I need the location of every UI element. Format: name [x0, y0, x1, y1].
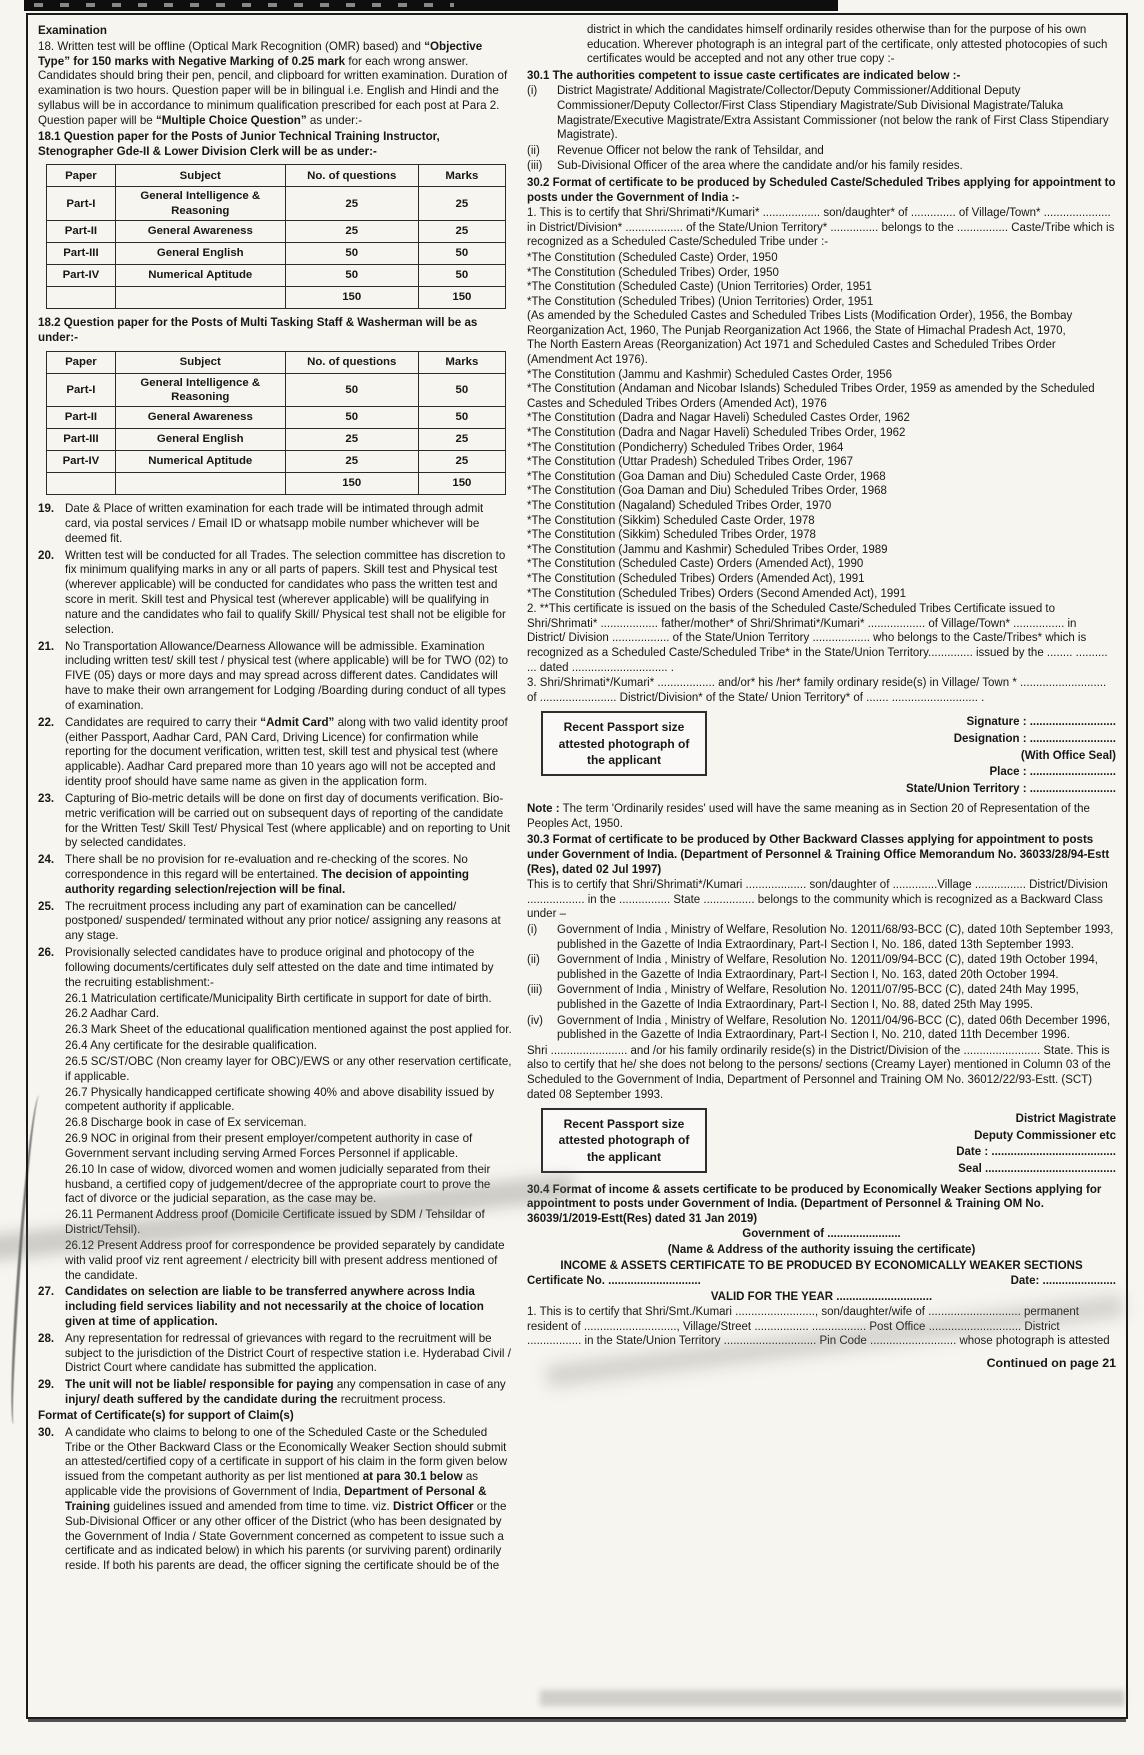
list-item-19: [38, 502, 512, 546]
col-header-subject: Subject: [115, 351, 285, 373]
sublist-item: 26.12 Present Address proof for correspondence be provided separately by candidate with valid proof viz rent agreement / electricity bill with present address mentioned of the candidate.: [65, 1238, 505, 1282]
certificate-number-label: Certificate No. .............................: [527, 1275, 701, 1288]
item-number: 21.: [38, 639, 55, 653]
cell: [47, 286, 116, 308]
obc-certificate-para-2: Shri ........................ and /or his family ordinarily reside(s) in the District/Division of the ........................ State. This is also to certify that he/ she does not belong to the persons/ sections (Creamy Layer) mentioned in Column 03 of the Scheduled to the Government of India, Department of Personnel and Training OM No. 36012/22/93-Estt. (SCT) dated 08 September 1993.: [527, 1044, 1111, 1101]
item-text: [65, 640, 512, 714]
col-header-questions: No. of questions: [285, 351, 418, 373]
item-text: [65, 946, 512, 990]
ews-certificate-para-1: 1. This is to certify that Shri/Smt./Kumari ........................., son/daughter/wife of ............................. permanent resident of ............................., Village/Street ................. ................. Post Office ............................. District ................. in the State/Union Territory ............................. Pin Code ........................... whose photograph is attested: [527, 1306, 1110, 1348]
text-run: any compensation in case of any: [333, 1378, 506, 1392]
table-row: [47, 187, 506, 221]
item-number: 30.: [38, 1425, 55, 1439]
question-paper-table-18-1: [46, 164, 506, 309]
cell: 50: [418, 407, 505, 429]
cell: Numerical Aptitude: [115, 264, 285, 286]
constitution-order-line: (As amended by the Scheduled Castes and Scheduled Tribes Lists (Modification Order), 1956, the Bombay Reorganization Act, 1960, The Punjab Reorganization Act 1966, the State of Himachal Pradesh Act, 1970,: [527, 310, 1073, 337]
signature-line: (With Office Seal): [1020, 749, 1116, 762]
item-number: (ii): [527, 144, 540, 157]
sublist-item: 26.4 Any certificate for the desirable qualification.: [65, 1039, 317, 1053]
cell: General Intelligence & Reasoning: [115, 187, 285, 221]
constitution-order-line: *The Constitution (Scheduled Tribes) Orders (Second Amended Act), 1991: [527, 587, 907, 600]
cell: General Awareness: [115, 220, 285, 242]
text-run: injury/ death suffered by the candidate during the: [65, 1393, 338, 1407]
right-column: [527, 23, 1116, 1711]
table-row: [47, 264, 506, 286]
text-run: Provisionally selected candidates have to produce original and photocopy of the following documents/certificates duly self attested on the date and time intimated by the recruiting establishment:-: [65, 946, 494, 989]
date-label: Date: .......................: [1010, 1275, 1116, 1288]
cell: 50: [285, 373, 418, 407]
sublist-26: [65, 992, 512, 1284]
text-run: Candidates on selection are liable to be transferred anywhere across India including field services liability and not necessarily at the choice of location given at time of application.: [65, 1285, 484, 1328]
constitution-order-line: *The Constitution (Dadra and Nagar Haveli) Scheduled Tribes Order, 1962: [527, 427, 906, 440]
cell: 50: [285, 407, 418, 429]
photo-signature-row: [527, 711, 1116, 798]
item-number: 28.: [38, 1331, 55, 1345]
left-column: [38, 23, 512, 1711]
table-header-row: [47, 165, 506, 187]
page-frame: [26, 13, 1128, 1719]
heading-18-1: 18.1 Question paper for the Posts of Junior Technical Training Instructor, Stenographer Gde-II & Lower Division Clerk will be as under:-: [38, 129, 440, 158]
issuer-line: Seal .........................................: [958, 1162, 1116, 1175]
table-row: [47, 429, 506, 451]
valid-for-year-line: VALID FOR THE YEAR ..............................: [710, 1290, 933, 1303]
table-row: [47, 242, 506, 264]
constitution-order-line: *The Constitution (Scheduled Tribes) (Union Territories) Order, 1951: [527, 295, 874, 308]
obc-item-iv: [527, 1014, 1116, 1043]
signature-block: [906, 711, 1116, 798]
cell: 50: [285, 242, 418, 264]
item-text: [65, 900, 512, 944]
cell: Part-II: [47, 407, 116, 429]
issuer-line: Deputy Commissioner etc: [974, 1129, 1116, 1142]
item-number: (i): [527, 924, 538, 937]
constitution-order-line: The North Eastern Areas (Reorganization) Act 1971 and Scheduled Castes and Scheduled Tribes Order (Amendment Act 1976).: [527, 339, 1056, 367]
item-text: [65, 549, 512, 638]
heading-30-3: 30.3 Format of certificate to be produced by Other Backward Classes applying for appointment to posts under Government of India. (Department of Personnel & Training Office Memorandum No. 36033/28/94-Estt (Res), dated 02 Jul 1997): [527, 834, 1110, 876]
cell: 150: [285, 286, 418, 308]
text-run: as under:-: [306, 113, 363, 127]
constitution-order-line: *The Constitution (Jammu and Kashmir) Scheduled Castes Order, 1956: [527, 368, 892, 381]
passport-photo-box: Recent Passport size attested photograph of the applicant: [541, 711, 707, 776]
table-total-row: [47, 473, 506, 495]
cell: Part-IV: [47, 264, 116, 286]
cell: 50: [418, 242, 505, 264]
item-text: [65, 1426, 512, 1574]
text-run: or the Sub-Divisional Officer or any other officer of the District (who has been designated by the Government of India / State Government concerned as competent to issue such a certificate and as indicated below) in which his parents (or surviving parent) ordinarily reside. If both his parents are dead, the officer signing the certificate should be of the: [65, 1499, 507, 1573]
text-run: Written test will be conducted for all Trades. The selection committee has discretion to fix minimum qualifying marks in any or all parts of papers. Skill test and Physical test (wherever applicable) will be conducted for candidates who pass the written test and score in merit. Skill test and Physical test (wherever applicable) will be qualifying in nature and the candidates who fail to qualify Skill/ Physical test shall not be eligible for selection.: [65, 548, 506, 636]
heading-30-1: 30.1 The authorities competent to issue caste certificates are indicated below :-: [527, 69, 961, 82]
cell: 150: [418, 286, 505, 308]
list-item-30: [38, 1426, 512, 1574]
constitution-order-line: *The Constitution (Scheduled Caste) Orders (Amended Act), 1990: [527, 558, 864, 571]
cell: 50: [418, 373, 505, 407]
heading-30-2: 30.2 Format of certificate to be produced by Scheduled Caste/Scheduled Tribes applying for appointment to posts under the Government of India :-: [527, 176, 1116, 204]
obc-item-i: [527, 923, 1116, 952]
certificate-number-row: [527, 1274, 1116, 1289]
item-text: Revenue Officer not below the rank of Tehsildar, and: [557, 144, 824, 157]
cell: 150: [418, 473, 505, 495]
item-text: [65, 1285, 512, 1329]
table-row: [47, 451, 506, 473]
item-text: [65, 853, 512, 897]
col-header-marks: Marks: [418, 165, 505, 187]
text-run: along with two valid identity proof (either Passport, Aadhar Card, PAN Card, Driving Licence) for confirmation while reporting for the document verification, written test, skill test and physical test (where applicable). Aadhar Card prepared more than 10 years ago will not be accepted and identity proof should have same name as given in the application form.: [65, 715, 508, 789]
passport-photo-box: Recent Passport size attested photograph of the applicant: [541, 1108, 707, 1173]
sublist-item: 26.2 Aadhar Card.: [65, 1007, 160, 1021]
cell: Part-I: [47, 373, 116, 407]
item-number: (ii): [527, 954, 540, 967]
sublist-item: 26.8 Discharge book in case of Ex serviceman.: [65, 1116, 307, 1130]
table-row: [47, 373, 506, 407]
item-text: Government of India , Ministry of Welfare, Resolution No. 12011/07/95-BCC (C), dated 24th May 1995, published in the Gazette of India Extraordinary, Part-I Section I, No. 88, dated 25th May 1995.: [557, 984, 1079, 1011]
section-heading-examination: Examination: [38, 24, 107, 37]
cell: 25: [418, 451, 505, 473]
list-item-24: [38, 853, 512, 897]
constitution-order-line: *The Constitution (Uttar Pradesh) Scheduled Tribes Order, 1967: [527, 456, 854, 469]
paragraph-18: [38, 40, 512, 129]
list-item-26: [38, 946, 512, 990]
cell: 50: [285, 264, 418, 286]
cell: [47, 473, 116, 495]
item-number: 23.: [38, 791, 55, 805]
cell: 25: [285, 220, 418, 242]
continuation-paragraph: district in which the candidates himself ordinarily resides otherwise than for the purpose of his own education. Wherever photograph is an integral part of the certificate, only attested photocopies of such certificates would be accepted and not any other true copy :-: [587, 24, 1108, 66]
text-run: guidelines issued and amended from time to time. viz.: [110, 1499, 393, 1513]
sublist-item: 26.7 Physically handicapped certificate showing 40% and above disability issued by competent authority if applicable.: [65, 1085, 495, 1114]
list-item-25: [38, 900, 512, 944]
list-item-28: [38, 1332, 512, 1376]
constitution-order-line: *The Constitution (Goa Daman and Diu) Scheduled Caste Order, 1968: [527, 470, 886, 483]
list-item-22: [38, 716, 512, 790]
cell: Part-III: [47, 429, 116, 451]
constitution-order-line: *The Constitution (Pondicherry) Scheduled Tribes Order, 1964: [527, 441, 844, 454]
note-paragraph: [527, 802, 1116, 831]
sublist-item: 26.11 Permanent Address proof (Domicile Certificate issued by SDM / Tehsildar of District/Tehsil).: [65, 1208, 485, 1237]
constitution-order-line: *The Constitution (Sikkim) Scheduled Caste Order, 1978: [527, 514, 815, 527]
item-text: [65, 792, 512, 851]
cell: [115, 286, 285, 308]
table-row: [47, 220, 506, 242]
constitution-order-line: *The Constitution (Scheduled Tribes) Orders (Amended Act), 1991: [527, 572, 865, 585]
ews-certificate-title: INCOME & ASSETS CERTIFICATE TO BE PRODUCED BY ECONOMICALLY WEAKER SECTIONS: [560, 1259, 1083, 1272]
col-header-subject: Subject: [115, 165, 285, 187]
heading-18-2: 18.2 Question paper for the Posts of Multi Tasking Staff & Washerman will be as under:-: [38, 315, 478, 344]
text-run: No Transportation Allowance/Dearness Allowance will be admissible. Examination including written test/ skill test / physical test (where applicable) will be for TWO (02) to FIVE (05) days or more days and may spread across different dates. Candidates will have to make their own arrangement for Lodging /Boarding during conduct of all types of examination.: [65, 639, 509, 712]
table-row: [47, 407, 506, 429]
item-text: Government of India , Ministry of Welfare, Resolution No. 12011/04/96-BCC (C), dated 06th December 1996, published in the Gazette of India Extraordinary, Part-I Section I, No. 210, dated 11th December 1996.: [557, 1014, 1111, 1042]
item-text: Government of India , Ministry of Welfare, Resolution No. 12011/09/94-BCC (C), dated 19th October 1994, published in the Gazette of India Extraordinary, Part-I Section I, No. 163, dated 20th October 1994.: [557, 954, 1098, 981]
cell: 25: [418, 187, 505, 221]
government-of-line: Government of .......................: [742, 1228, 901, 1241]
constitution-orders-list: [527, 251, 1116, 601]
sc-certificate-para-2: 2. **This certificate is issued on the basis of the Scheduled Caste/Scheduled Tribes Certificate issued to Shri/Shrimati* .................. father/mother* of Shri/Shrimati*/Kumari* .................. of Village/Town* ................ in District/ Division .................. of the State/Union Territory .................. who belongs to the Caste/Tribes* which is recognized as a Scheduled Caste/Scheduled Tribe* in the State/Union Territory.............. issued by the ........ .......... ... dated .............................. .: [527, 603, 1108, 674]
text-run: Any representation for redressal of grievances with regard to the recruitment will be subject to the jurisdiction of the District Court of respective station i.e. Hyderabad Civil / District Court where candidate has submitted the application.: [65, 1331, 511, 1375]
cell: [115, 473, 285, 495]
cell: Part-II: [47, 220, 116, 242]
col-header-paper: Paper: [47, 165, 116, 187]
cell: 25: [285, 451, 418, 473]
item-number: (i): [527, 85, 538, 98]
text-run: “Admit Card”: [260, 715, 335, 729]
text-run: recruitment process.: [337, 1393, 446, 1407]
text-run: 18. Written test will be offline (Optical Mark Recognition (OMR) based) and: [38, 39, 425, 53]
item-text: Government of India , Ministry of Welfare, Resolution No. 12011/68/93-BCC (C), dated 10th September 1993, published in the Gazette of India Extraordinary, Part-I Section I, No. 186, dated 13th September 1993.: [557, 924, 1114, 951]
constitution-order-line: *The Constitution (Sikkim) Scheduled Tribes Order, 1978: [527, 529, 816, 542]
constitution-order-line: *The Constitution (Nagaland) Scheduled Tribes Order, 1970: [527, 500, 832, 512]
list-item-29: [38, 1378, 512, 1408]
cell: Part-III: [47, 242, 116, 264]
item-number: 20.: [38, 548, 55, 562]
cell: Numerical Aptitude: [115, 451, 285, 473]
table-total-row: [47, 286, 506, 308]
text-run: at para 30.1 below: [362, 1470, 463, 1484]
text-run: Capturing of Bio-metric details will be done on first day of documents verification. Bio-metric verification will be carried out on subsequent days of reporting of the candidate for the Written Test/ Skill Test/ Physical Test (where applicable) and on reporting to Unit by selected candidates.: [65, 791, 511, 850]
cell: Part-IV: [47, 451, 116, 473]
text-run: for each wrong answer. Candidates should bring their pen, pencil, and clipboard for written examination. Duration of examination is two hours. Question paper will be in bilingual i.e. English and Hindi and the syllabus will be in accordance to minimum qualification prescribed for each post at Para 2. Question paper will be: [38, 54, 508, 127]
item-number: 27.: [38, 1285, 55, 1299]
item-number: 25.: [38, 899, 55, 913]
authority-item-iii: [527, 159, 1116, 174]
authority-item-i: [527, 84, 1116, 142]
text-run: “Multiple Choice Question”: [155, 113, 307, 127]
col-header-paper: Paper: [47, 351, 116, 373]
item-text: District Magistrate/ Additional Magistrate/Collector/Deputy Commissioner/Additional Deputy Commissioner/Deputy Collector/First Class Stipendiary Magistrate/Sub Divisional Magistrate/Taluka Magistrate/Executive Magistrate/Extra Assistant Commissioner (not below the rank of First Class Stipendiary Magistrate).: [557, 85, 1109, 142]
item-number: 24.: [38, 853, 55, 867]
authority-item-ii: [527, 144, 1116, 159]
item-text: [65, 1378, 512, 1408]
constitution-order-line: *The Constitution (Scheduled Tribes) Order, 1950: [527, 266, 779, 279]
cell: 50: [418, 264, 505, 286]
obc-certificate-para-1: This is to certify that Shri/Shrimati*/Kumari ................... son/daughter of ..............Village ................ District/Division .................. in the ................ State ................ belongs to the community which is recognized as a Backward Class under –: [527, 879, 1108, 921]
cell: General English: [115, 242, 285, 264]
sc-certificate-para-1: 1. This is to certify that Shri/Shrimati*/Kumari* .................. son/daughter* of .............. of Village/Town* ..................... in District/Division* .................. of the State/Union Territory* ............... belongs to the ................ Caste/Tribe which is recognized as a Scheduled Caste/Scheduled Tribe under :-: [527, 207, 1115, 249]
text-run: “Objective Type” for 150 marks with Negative Marking of 0.25 mark: [38, 39, 483, 68]
cell: General Awareness: [115, 407, 285, 429]
heading-30-4: 30.4 Format of income & assets certificate to be produced by Economically Weaker Sections applying for appointment to posts under Government of India. (Department of Personnel & Training OM No. 36039/1/2019-Estt(Res) dated 31 Jan 2019): [527, 1183, 1102, 1225]
text-run: District Officer: [393, 1499, 474, 1513]
col-header-marks: Marks: [418, 351, 505, 373]
authority-name-line: (Name & Address of the authority issuing the certificate): [667, 1243, 976, 1256]
item-number: 29.: [38, 1378, 55, 1392]
item-text: [65, 502, 512, 546]
list-item-20: [38, 549, 512, 638]
text-run: Candidates are required to carry their: [65, 715, 261, 729]
obc-item-ii: [527, 953, 1116, 982]
continued-on-page-note: Continued on page 21: [986, 1356, 1116, 1371]
text-run: as applicable vide the provisions of Government of India,: [65, 1470, 479, 1499]
cell: 25: [418, 220, 505, 242]
issuer-line: Date : .......................................: [956, 1146, 1116, 1159]
list-item-23: [38, 792, 512, 851]
constitution-order-line: *The Constitution (Jammu and Kashmir) Scheduled Tribes Order, 1989: [527, 543, 888, 556]
list-item-27: [38, 1285, 512, 1329]
cell: 150: [285, 473, 418, 495]
cell: 25: [285, 187, 418, 221]
sublist-item: 26.9 NOC in original from their present employer/competent authority in case of Government servant including serving Armed Forces Personnel if applicable.: [65, 1132, 473, 1160]
constitution-order-line: *The Constitution (Scheduled Caste) (Union Territories) Order, 1951: [527, 281, 872, 294]
list-item-21: [38, 640, 512, 714]
cell: Part-I: [47, 187, 116, 221]
text-run: Department of Personal & Training: [65, 1485, 487, 1513]
text-run: The term 'Ordinarily resides' used will have the same meaning as in Section 20 of Representation of the Peoples Act, 1950.: [527, 803, 1090, 830]
item-number: (iii): [527, 984, 543, 997]
sublist-item: 26.3 Mark Sheet of the educational qualification mentioned against the post applied for.: [65, 1023, 512, 1037]
text-run: Note :: [527, 803, 560, 816]
item-number: (iv): [527, 1014, 543, 1027]
text-run: The recruitment process including any part of examination can be cancelled/ postponed/ suspended/ terminated without any prior notice/ assigning any reasons at any stage.: [65, 899, 501, 943]
constitution-order-line: *The Constitution (Dadra and Nagar Haveli) Scheduled Castes Order, 1962: [527, 412, 910, 425]
item-number: 26.: [38, 946, 55, 960]
constitution-order-line: *The Constitution (Andaman and Nicobar Islands) Scheduled Tribes Order, 1959 as amended by the Scheduled Castes and Scheduled Tribes Orders (Amended Act), 1976: [527, 383, 1095, 410]
question-paper-table-18-2: [46, 351, 506, 496]
col-header-questions: No. of questions: [285, 165, 418, 187]
item-number: (iii): [527, 160, 543, 173]
constitution-order-line: *The Constitution (Scheduled Caste) Order, 1950: [527, 251, 778, 264]
sublist-item: 26.1 Matriculation certificate/Municipality Birth certificate in support for date of birth.: [65, 991, 492, 1005]
item-text: Sub-Divisional Officer of the area where the candidate and/or his family resides.: [557, 160, 963, 173]
cell: General Intelligence & Reasoning: [115, 373, 285, 407]
item-number: 19.: [38, 502, 55, 516]
issuer-line: District Magistrate: [1015, 1113, 1116, 1126]
page-header-strip: [24, 0, 838, 11]
item-text: [65, 1332, 512, 1376]
cell: 25: [418, 429, 505, 451]
format-certificates-heading: Format of Certificate(s) for support of Claim(s): [38, 1408, 294, 1422]
item-text: [65, 716, 512, 790]
constitution-order-line: *The Constitution (Goa Daman and Diu) Scheduled Tribes Order, 1968: [527, 485, 887, 498]
item-number: 22.: [38, 715, 55, 729]
signature-line: State/Union Territory : ...........................: [905, 782, 1116, 795]
signature-line: Place : ...........................: [989, 766, 1116, 779]
signature-line: Designation : ...........................: [953, 732, 1116, 745]
issuer-block: [956, 1108, 1116, 1178]
text-run: There shall be no provision for re-evaluation and re-checking of the scores. No correspondence in this regard will be entertained.: [65, 853, 468, 881]
text-run: A candidate who claims to belong to one of the Scheduled Caste or the Scheduled Tribe or the Other Backward Class or the Economically Weaker Section should submit an attested/certified copy of a certificate in support of his claim in the form given below issued from the competant authority as per list mentioned: [65, 1425, 508, 1484]
cell: General English: [115, 429, 285, 451]
text-run: The unit will not be liable/ responsible for paying: [65, 1378, 334, 1392]
sublist-item: 26.5 SC/ST/OBC (Non creamy layer for OBC)/EWS or any other reservation certificate, if applicable.: [65, 1054, 512, 1083]
text-run: The decision of appointing authority regarding selection/rejection will be final.: [65, 867, 470, 896]
signature-line: Signature : ...........................: [966, 716, 1116, 729]
table-header-row: [47, 351, 506, 373]
cell: 25: [285, 429, 418, 451]
text-run: Date & Place of written examination for each trade will be intimated through admit card, via postal services / Email ID or whatsapp mobile number whichever will be deemed fit.: [65, 502, 484, 545]
photo-issuer-row: [527, 1108, 1116, 1178]
sc-certificate-para-3: 3. Shri/Shrimati*/Kumari* .................. and/or* his /her* family ordinary reside(s) in Village/ Town * ........................... of ........................ District/Division* of the State/ Union Territory* of ....... ........................... .: [527, 677, 1107, 704]
sublist-item: 26.10 In case of widow, divorced women and women judicially separated from their husband, a certified copy of judgement/decree of the appropriate court to prove the fact of divorce or the judicial separation, as the case may be.: [65, 1162, 491, 1206]
obc-item-iii: [527, 983, 1116, 1012]
